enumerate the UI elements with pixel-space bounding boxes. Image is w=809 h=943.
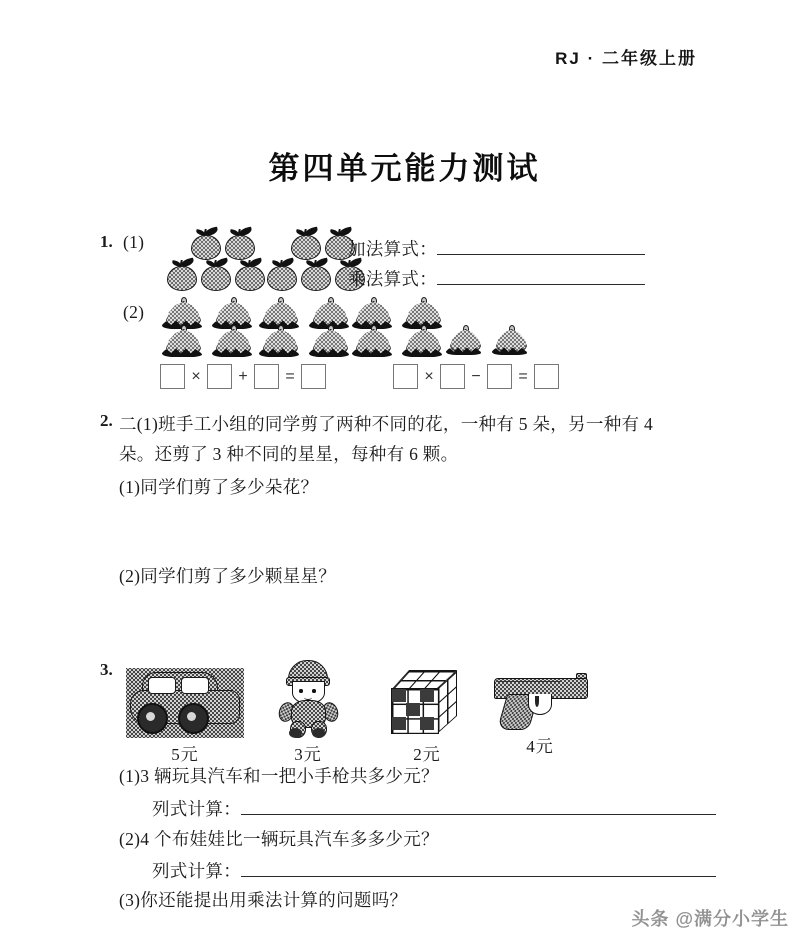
toy-car-icon (126, 668, 244, 738)
peach-row-bottom (445, 328, 537, 354)
apple-row-top (189, 228, 267, 259)
question-1-number: 1. (100, 232, 113, 251)
apple-icon (289, 228, 322, 259)
apple-icon (165, 259, 198, 290)
peach-row-top (161, 300, 261, 328)
toy-item-doll (253, 660, 363, 765)
peach-icon (351, 328, 395, 356)
peach-icon (491, 328, 531, 354)
question-3-sub-1-answer-blank[interactable] (241, 800, 716, 815)
question-2-stem-line-1: 二(1)班手工小组的同学剪了两种不同的花，一种有 5 朵，另一种有 4 (119, 414, 654, 434)
question-2-number: 2. (100, 411, 113, 430)
page-header: RJ · 二年级上册 (555, 49, 697, 68)
peach-row-bottom (161, 328, 261, 356)
answer-box[interactable] (534, 364, 559, 389)
question-1-part-2-label: (2) (123, 302, 145, 322)
peach-row-bottom (351, 328, 451, 356)
peach-icon (308, 328, 352, 356)
answer-box[interactable] (254, 364, 279, 389)
page-title: 第四单元能力测试 (268, 151, 541, 186)
peach-icon (445, 328, 485, 354)
apple-icon (223, 228, 256, 259)
apple-icon (199, 259, 232, 290)
answer-box[interactable] (301, 364, 326, 389)
apple-row-bottom (165, 259, 267, 290)
operator-equals: = (285, 367, 295, 385)
toy-item-cube (372, 668, 482, 765)
apple-icon (299, 259, 332, 290)
cloth-doll-icon (273, 660, 343, 738)
multiplication-expression-label: 乘法算式： (348, 269, 437, 289)
answer-box[interactable] (487, 364, 512, 389)
peach-row-top (351, 300, 451, 328)
peach-icon (401, 328, 445, 356)
toy-item-car (120, 668, 250, 765)
question-3-sub-1-work-row (152, 796, 716, 821)
operator-minus: − (471, 367, 481, 385)
peach-icon (211, 300, 255, 328)
question-3-sub-2-work-row (152, 858, 716, 883)
peach-icon (161, 328, 205, 356)
answer-box[interactable] (393, 364, 418, 389)
answer-box[interactable] (160, 364, 185, 389)
peach-icon (258, 328, 302, 356)
toy-item-gun (480, 672, 600, 757)
peach-icon (308, 300, 352, 328)
apple-group-1 (165, 228, 267, 290)
question-3-sub-1: (1)3 辆玩具汽车和一把小手枪共多少元？ (119, 766, 439, 786)
peach-icon (211, 328, 255, 356)
apple-icon (233, 259, 266, 290)
question-3-sub-2-answer-blank[interactable] (241, 862, 716, 877)
answer-box[interactable] (207, 364, 232, 389)
peach-icon (161, 300, 205, 328)
addition-expression-label: 加法算式： (348, 239, 437, 259)
toy-gun-price: 4元 (526, 737, 554, 756)
question-3-sub-1-work-label: 列式计算： (152, 799, 241, 819)
peach-group-4 (445, 328, 537, 354)
question-3-number: 3. (100, 660, 113, 679)
peach-icon (351, 300, 395, 328)
multiplication-expression-blank[interactable] (437, 270, 645, 285)
magic-cube-icon (387, 668, 467, 738)
apple-icon (265, 259, 298, 290)
question-3-sub-2-work-label: 列式计算： (152, 861, 241, 881)
operator-equals: = (518, 367, 528, 385)
operator-times: × (191, 367, 201, 385)
question-1-part-1-label: (1) (123, 232, 145, 252)
operator-times: × (424, 367, 434, 385)
toy-car-price: 5元 (171, 745, 199, 764)
toy-cube-price: 2元 (413, 745, 441, 764)
peach-group-1 (161, 300, 261, 356)
question-3-sub-2: (2)4 个布娃娃比一辆玩具汽车多多少元？ (119, 829, 439, 849)
multiplication-expression-row (348, 266, 645, 291)
equation-row-multiply-add (160, 364, 326, 389)
question-3-sub-3: (3)你还能提出用乘法计算的问题吗？ (119, 890, 408, 910)
question-2-sub-2: (2)同学们剪了多少颗星星？ (119, 566, 337, 586)
addition-expression-row (348, 236, 645, 261)
peach-group-3 (351, 300, 451, 356)
watermark: 头条 @满分小学生 (631, 909, 789, 929)
apple-icon (189, 228, 222, 259)
peach-row-bottom (258, 328, 358, 356)
toy-pistol-icon (492, 672, 588, 730)
question-2-sub-1: (1)同学们剪了多少朵花？ (119, 477, 319, 497)
peach-icon (401, 300, 445, 328)
peach-icon (258, 300, 302, 328)
peach-group-2 (258, 300, 358, 356)
toy-doll-price: 3元 (294, 745, 322, 764)
question-2-stem-line-2: 朵。还剪了 3 种不同的星星，每种有 6 颗。 (119, 444, 459, 464)
operator-plus: + (238, 367, 248, 385)
addition-expression-blank[interactable] (437, 240, 645, 255)
equation-row-multiply-subtract (393, 364, 559, 389)
peach-row-top (258, 300, 358, 328)
answer-box[interactable] (440, 364, 465, 389)
